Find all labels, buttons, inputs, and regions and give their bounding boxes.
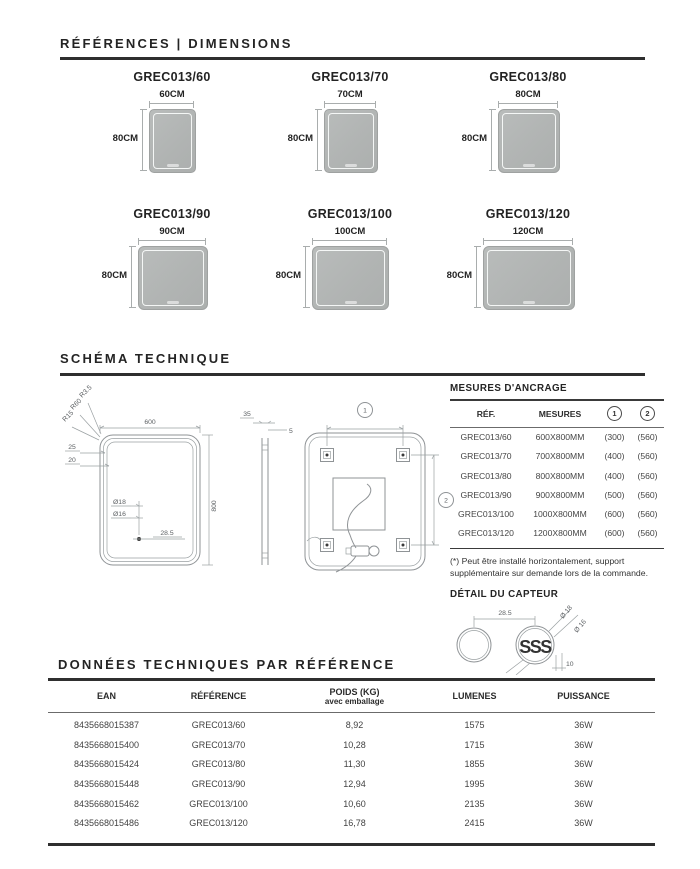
mirror-figure-120	[443, 207, 613, 311]
cell-ean: 8435668015387	[73, 720, 140, 731]
height-dimension-line	[317, 109, 323, 171]
mirror-ref-label: GREC013/100	[307, 207, 393, 221]
section-title-dimensions: RÉFÉRENCES | DIMENSIONS	[60, 36, 293, 51]
col-marker2	[631, 406, 664, 421]
front-offset: 28.5	[160, 530, 174, 537]
mirror-figure-60	[87, 70, 257, 174]
side-depth-dim: 35	[243, 411, 251, 418]
mirror-preview	[498, 109, 560, 173]
mirror-height-label: 80CM	[101, 270, 127, 281]
cell-poids: 8,92	[345, 720, 364, 731]
mirror-ref-label: GREC013/70	[311, 70, 389, 84]
tech-table-row	[48, 813, 655, 833]
technical-drawing	[55, 383, 455, 615]
height-dimension-line	[142, 109, 148, 171]
footnote-line: supplémentaire sur demande lors de la commande.	[450, 568, 648, 579]
cell-ref: GREC013/90	[191, 779, 246, 790]
power-cable	[348, 484, 371, 548]
section-rule	[60, 373, 645, 376]
cell-ean: 8435668015462	[73, 798, 140, 809]
cell-puissance: 36W	[574, 739, 593, 750]
mirror-ref-label: GREC013/60	[133, 70, 211, 84]
front-view-drawing	[61, 384, 218, 565]
side-view-drawing	[240, 411, 293, 565]
col-ean: EAN	[96, 691, 116, 701]
col-reference: RÉFÉRENCE	[190, 691, 247, 701]
cell-lumens: 2415	[464, 818, 485, 829]
mirror-figure-90	[87, 207, 257, 311]
height-dimension-line	[491, 109, 497, 171]
front-hole2: Ø16	[113, 511, 126, 518]
mirror-figure-100	[265, 207, 435, 311]
mounting-bracket	[397, 449, 410, 462]
section-title-schema: SCHÉMA TECHNIQUE	[60, 351, 232, 366]
height-dimension-line	[476, 246, 482, 308]
cell-m1: (400)	[604, 470, 625, 481]
cell-m1: (600)	[604, 508, 625, 519]
front-hole1: Ø18	[113, 499, 126, 506]
cell-ean: 8435668015424	[73, 759, 140, 770]
front-edge2: 20	[68, 457, 76, 464]
cell-ref: GREC013/120	[189, 818, 248, 829]
front-radius2: R60	[69, 397, 84, 412]
mirror-ref-label: GREC013/80	[489, 70, 567, 84]
mirror-ref-label: GREC013/120	[485, 207, 571, 221]
mirror-height-label: 80CM	[461, 133, 487, 144]
col-lumens: LUMENES	[452, 691, 497, 701]
tech-table-row	[48, 716, 655, 736]
tech-table-body	[48, 713, 655, 838]
mirror-width-label: 100CM	[334, 226, 366, 237]
cell-ref: GREC013/60	[460, 432, 512, 443]
col-marker1	[598, 406, 631, 421]
front-width-dim: 600	[144, 419, 156, 426]
mirror-preview	[312, 246, 389, 310]
mirror-height-label: 80CM	[112, 133, 138, 144]
col-poids-main: POIDS (KG)	[329, 686, 380, 697]
mounting-bracket	[397, 539, 410, 552]
cell-m1: (300)	[604, 432, 625, 443]
cell-ref: GREC013/70	[191, 739, 246, 750]
col-poids	[272, 687, 437, 706]
anchor-table-row	[450, 447, 664, 466]
cell-poids: 12,94	[343, 779, 366, 790]
mounting-bracket	[321, 449, 334, 462]
cell-lumens: 1855	[464, 759, 485, 770]
cell-lumens: 2135	[464, 798, 485, 809]
mirror-preview	[483, 246, 575, 310]
height-dimension-line	[305, 246, 311, 308]
tech-data-block	[48, 657, 655, 846]
mirror-preview	[324, 109, 378, 173]
mirror-width-label: 80CM	[515, 89, 541, 100]
cell-m2: (560)	[637, 508, 658, 519]
tech-table-row	[48, 755, 655, 775]
divider	[450, 548, 664, 550]
cell-mesures: 600X800MM	[535, 432, 585, 443]
mirror-width-label: 90CM	[159, 226, 185, 237]
front-height-dim: 800	[211, 500, 218, 512]
sensor-detail-title: DÉTAIL DU CAPTEUR	[450, 588, 559, 600]
cell-mesures: 800X800MM	[535, 470, 585, 481]
back-view-drawing	[305, 403, 454, 573]
sensor-dia1: Ø 18	[559, 604, 575, 621]
cell-mesures: 900X800MM	[535, 489, 585, 500]
anchor-table-header	[450, 401, 664, 427]
cell-m2: (560)	[637, 432, 658, 443]
mirror-height-label: 80CM	[287, 133, 313, 144]
cell-puissance: 36W	[574, 818, 593, 829]
anchor-footnote	[450, 556, 664, 579]
mirror-width-label: 70CM	[337, 89, 363, 100]
tech-table-row	[48, 774, 655, 794]
side-thickness-dim: 5	[289, 428, 293, 435]
cell-m2: (560)	[637, 451, 658, 462]
cell-ean: 8435668015448	[73, 779, 140, 790]
cell-ean: 8435668015486	[73, 818, 140, 829]
mirror-width-label: 60CM	[159, 89, 185, 100]
footnote-line: (*) Peut être installé horizontalement, support	[450, 556, 625, 567]
tech-table-row	[48, 794, 655, 814]
cell-mesures: 1000X800MM	[533, 508, 587, 519]
cell-lumens: 1575	[464, 720, 485, 731]
col-ref: RÉF.	[476, 408, 496, 419]
mirror-figure-70	[265, 70, 435, 174]
circled-2-icon: 2	[640, 406, 655, 421]
front-radius3: R15	[61, 409, 76, 424]
section-rule	[60, 57, 645, 60]
cell-m2: (560)	[637, 489, 658, 500]
anchor-table-title: MESURES D'ANCRAGE	[450, 383, 567, 394]
cell-ref: GREC013/100	[458, 508, 514, 519]
mirror-figure-80	[443, 70, 613, 174]
cell-lumens: 1715	[464, 739, 485, 750]
back-marker-2: 2	[444, 497, 448, 505]
cell-mesures: 700X800MM	[535, 451, 585, 462]
anchor-measures-block	[450, 383, 664, 680]
front-radius1: R3.5	[78, 384, 94, 400]
back-marker-1: 1	[363, 407, 367, 415]
cell-ref: GREC013/80	[191, 759, 246, 770]
anchor-table-row	[450, 524, 664, 543]
cell-puissance: 36W	[574, 720, 593, 731]
plug-connector	[351, 546, 369, 556]
cell-puissance: 36W	[574, 798, 593, 809]
anchor-table-row	[450, 466, 664, 485]
cell-poids: 16,78	[343, 818, 366, 829]
cell-ref: GREC013/90	[460, 489, 512, 500]
sensor-bottom-dim: 10	[566, 660, 574, 668]
cell-ean: 8435668015400	[73, 739, 140, 750]
mirror-ref-label: GREC013/90	[133, 207, 211, 221]
mounting-bracket	[321, 539, 334, 552]
cell-m1: (400)	[604, 451, 625, 462]
cell-puissance: 36W	[574, 779, 593, 790]
divider-thick	[48, 843, 655, 846]
mirror-height-label: 80CM	[446, 270, 472, 281]
cell-ref: GREC013/80	[460, 470, 512, 481]
cell-mesures: 1200X800MM	[533, 528, 587, 539]
col-mesures: MESURES	[538, 408, 582, 419]
cell-ref: GREC013/70	[460, 451, 512, 462]
tech-table-row	[48, 735, 655, 755]
cell-m1: (600)	[604, 528, 625, 539]
height-dimension-line	[131, 246, 137, 308]
cell-m2: (560)	[637, 528, 658, 539]
cell-poids: 11,30	[343, 759, 366, 770]
cell-puissance: 36W	[574, 759, 593, 770]
mirror-width-label: 120CM	[512, 226, 544, 237]
mirror-height-label: 80CM	[275, 270, 301, 281]
anchor-table-row	[450, 504, 664, 523]
cell-ref: GREC013/60	[191, 720, 246, 731]
anchor-table-row	[450, 485, 664, 504]
sensor-dia2: Ø 16	[573, 618, 589, 635]
mirror-preview	[149, 109, 196, 173]
tech-table-header	[48, 681, 655, 712]
anchor-table-row	[450, 428, 664, 447]
section-title-tech: DONNÉES TECHNIQUES PAR RÉFÉRENCE	[58, 657, 396, 672]
cell-lumens: 1995	[464, 779, 485, 790]
col-poids-sub: avec emballage	[324, 696, 385, 706]
cell-m2: (560)	[637, 470, 658, 481]
cell-poids: 10,60	[343, 798, 366, 809]
circled-1-icon: 1	[607, 406, 622, 421]
col-puissance: PUISSANCE	[557, 691, 610, 701]
cell-ref: GREC013/100	[189, 798, 248, 809]
cell-ref: GREC013/120	[458, 528, 514, 539]
sensor-spacing-dim: 28.5	[498, 609, 512, 617]
front-edge1: 25	[68, 444, 76, 451]
sensor-waves-icon: SSS	[519, 636, 551, 657]
cell-m1: (500)	[604, 489, 625, 500]
cell-poids: 10,28	[343, 739, 366, 750]
mirror-preview	[138, 246, 208, 310]
